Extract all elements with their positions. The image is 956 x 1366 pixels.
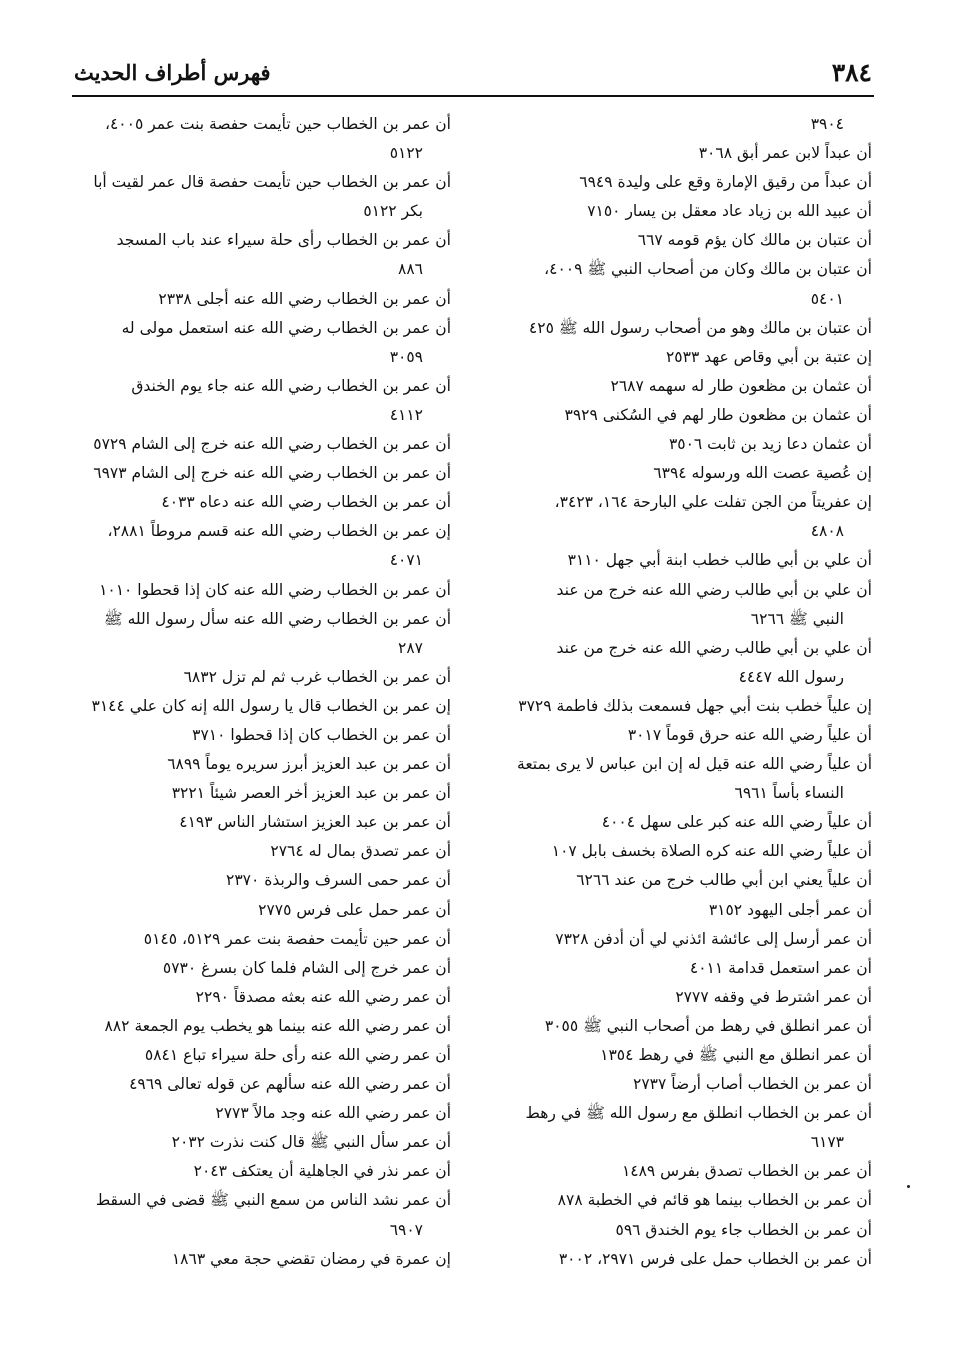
entry-continuation: بكر ٥١٢٢ bbox=[363, 202, 423, 221]
index-entry bbox=[492, 837, 872, 866]
entry-continuation: ٨٨٦ bbox=[398, 260, 423, 279]
index-entry bbox=[492, 1070, 872, 1099]
index-entry bbox=[492, 750, 872, 808]
index-entry bbox=[492, 546, 872, 575]
entry-continuation: ٤٠٧١ bbox=[389, 551, 423, 570]
entry-text: أن عمر أجلى اليهود ٣١٥٢ bbox=[708, 900, 872, 919]
index-entry bbox=[74, 1012, 451, 1041]
entry-text: أن عتبان بن مالك وهو من أصحاب رسول الله ﷺ ٤٢٥ bbox=[528, 318, 872, 337]
index-entry bbox=[74, 226, 451, 284]
index-entry bbox=[492, 430, 872, 459]
entry-text: أن عمر نذر في الجاهلية أن يعتكف ٢٠٤٣ bbox=[193, 1162, 451, 1181]
index-entry bbox=[74, 459, 451, 488]
entry-text: أن عمر انطلق مع النبي ﷺ في رهط ١٣٥٤ bbox=[600, 1046, 872, 1064]
index-entry bbox=[74, 721, 451, 750]
entry-text: أن عثمان بن مظعون طار لهم في السُكنى ٣٩٢٩ bbox=[564, 405, 872, 424]
index-entry bbox=[74, 692, 451, 721]
entry-text: أن عمر بن الخطاب رضي الله عنه سأل رسول الله ﷺ bbox=[103, 609, 451, 628]
entry-continuation: ٢٨٧ bbox=[398, 638, 423, 657]
entry-text: أن علي بن أبي طالب رضي الله عنه خرج من عند bbox=[556, 638, 872, 657]
index-entry bbox=[492, 314, 872, 343]
index-entry bbox=[74, 954, 451, 983]
entry-text: أن عمر أرسل إلى عائشة ائذني لي أن أدفن ٧٣٢٨ bbox=[555, 929, 872, 948]
index-entry bbox=[74, 750, 451, 779]
entry-text: إن عمرة في رمضان تقضي حجة معي ١٨٦٣ bbox=[171, 1249, 451, 1268]
index-entry bbox=[492, 925, 872, 954]
entry-text: أن علياً يعني ابن أبي طالب خرج من عند ٦٢٦٦ bbox=[576, 871, 872, 890]
entry-text: أن عمر بن الخطاب رأى حلة سيراء عند باب المسجد bbox=[116, 231, 451, 250]
index-entry bbox=[492, 168, 872, 197]
entry-text: أن عمر بن الخطاب أصاب أرضاً ٢٧٣٧ bbox=[633, 1075, 872, 1094]
entry-text: أن عمر بن الخطاب حين تأيمت حفصة بنت عمر ٤٠٠٥، bbox=[104, 115, 451, 133]
entry-text: أن علياً رضي الله عنه قيل له إن ابن عباس لا يرى بمتعة bbox=[517, 755, 872, 774]
entry-text: أن عتبان بن مالك وكان من أصحاب النبي ﷺ ٤٠٠٩، bbox=[544, 260, 872, 279]
index-entry bbox=[74, 168, 451, 226]
entry-text: أن عبداً لابن عمر أبق ٣٠٦٨ bbox=[698, 144, 872, 163]
entry-text: أن عمر استعمل قدامة ٤٠١١ bbox=[689, 958, 872, 977]
entry-text: أن علي بن أبي طالب خطب ابنة أبي جهل ٣١١٠ bbox=[567, 551, 872, 570]
entry-text: أن عمر سأل النبي ﷺ قال كنت نذرت ٢٠٣٢ bbox=[171, 1133, 451, 1152]
index-entry bbox=[74, 1099, 451, 1128]
index-entry bbox=[492, 197, 872, 226]
entry-continuation: ٥١٢٢ bbox=[389, 144, 423, 163]
entry-text: إن علياً خطب بنت أبي جهل فسمعت بذلك فاطمة ٣٧٢٩ bbox=[518, 696, 872, 715]
entry-continuation: النساء بأساً ٦٩٦١ bbox=[734, 784, 844, 803]
index-entry bbox=[74, 314, 451, 372]
entry-text: أن عمر بن الخطاب حمل على فرس ٢٩٧١، ٣٠٠٢ bbox=[558, 1249, 872, 1268]
index-entry bbox=[492, 1216, 872, 1245]
index-entry bbox=[492, 983, 872, 1012]
index-entry bbox=[74, 430, 451, 459]
index-entry bbox=[74, 1041, 451, 1070]
entry-continuation: ٤١١٢ bbox=[389, 405, 423, 424]
entry-text: أن عمر رضي الله عنه رأى حلة سيراء تباع ٥٨٤١ bbox=[144, 1046, 451, 1064]
entry-text: أن عمر حمل على فرس ٢٧٧٥ bbox=[258, 900, 451, 919]
entry-text: أن عمر بن الخطاب حين تأيمت حفصة قال عمر لقيت أبا bbox=[93, 173, 451, 192]
entry-text: أن عمر بن الخطاب رضي الله عنه كان إذا قحطوا ١٠١٠ bbox=[99, 580, 451, 599]
index-entry bbox=[492, 954, 872, 983]
entry-text: أن عمر بن الخطاب رضي الله عنه استعمل مولى له bbox=[121, 318, 451, 337]
index-entry bbox=[74, 1186, 451, 1244]
scan-speck bbox=[907, 1185, 910, 1188]
entry-text: أن عمر بن الخطاب رضي الله عنه دعاه ٤٠٣٣ bbox=[161, 493, 451, 512]
index-entry bbox=[74, 983, 451, 1012]
page-header bbox=[74, 52, 872, 92]
entry-text: إن عفريتاً من الجن تفلت علي البارحة ١٦٤، ٣٤٢٣، bbox=[554, 493, 872, 512]
entry-text: أن عمر تصدق بمال له ٢٧٦٤ bbox=[270, 842, 451, 861]
index-entry bbox=[74, 837, 451, 866]
index-entry bbox=[492, 459, 872, 488]
index-entry bbox=[74, 285, 451, 314]
entry-text: أن عمر بن الخطاب تصدق بفرس ١٤٨٩ bbox=[621, 1162, 872, 1181]
index-entry bbox=[492, 721, 872, 750]
entry-text: أن عمر اشترط في وقفه ٢٧٧٧ bbox=[675, 987, 872, 1006]
index-entry bbox=[492, 1245, 872, 1274]
index-entry bbox=[492, 1012, 872, 1041]
index-entry bbox=[492, 808, 872, 837]
index-entry bbox=[74, 110, 451, 168]
entry-text: إن عتبة بن أبي وقاص عهد ٢٥٣٣ bbox=[665, 347, 872, 366]
entry-text: أن عمر بن الخطاب رضي الله عنه أجلى ٢٣٣٨ bbox=[158, 289, 451, 308]
entry-text: أن عمر بن الخطاب جاء يوم الخندق ٥٩٦ bbox=[615, 1220, 872, 1239]
entry-text: أن عتبان بن مالك كان يؤم قومه ٦٦٧ bbox=[637, 231, 872, 250]
index-column-left bbox=[74, 110, 451, 1274]
index-entry bbox=[492, 1157, 872, 1186]
index-entry bbox=[492, 1041, 872, 1070]
index-entry bbox=[74, 1245, 451, 1274]
index-entry bbox=[492, 896, 872, 925]
index-entry bbox=[492, 110, 872, 139]
index-entry bbox=[492, 255, 872, 313]
index-entry bbox=[492, 576, 872, 634]
index-entry bbox=[74, 372, 451, 430]
index-entry bbox=[74, 576, 451, 605]
index-entry bbox=[492, 372, 872, 401]
entry-continuation: ٥٤٠١ bbox=[810, 289, 844, 308]
entry-text: أن عثمان دعا زيد بن ثابت ٣٥٠٦ bbox=[668, 435, 872, 454]
entry-text: أن عمر انطلق في رهط من أصحاب النبي ﷺ ٣٠٥٥ bbox=[544, 1016, 872, 1035]
entry-continuation: النبي ﷺ ٦٢٦٦ bbox=[750, 609, 844, 628]
entry-text: أن عمر بن الخطاب غرب ثم لم تزل ٦٨٣٢ bbox=[183, 667, 451, 686]
index-column-right bbox=[492, 110, 872, 1274]
entry-text: أن عمر بن الخطاب رضي الله عنه خرج إلى الشام ٦٩٧٣ bbox=[93, 464, 451, 483]
index-entry bbox=[74, 1070, 451, 1099]
entry-text: أن عمر بن عبد العزيز أبرز سريره يوماً ٦٨٩٩ bbox=[167, 755, 451, 774]
index-entry bbox=[74, 808, 451, 837]
index-entry bbox=[74, 605, 451, 663]
header-divider bbox=[72, 95, 874, 97]
index-entry bbox=[74, 517, 451, 575]
entry-text: أن عمر بن الخطاب كان إذا قحطوا ٣٧١٠ bbox=[192, 725, 451, 744]
index-entry bbox=[492, 139, 872, 168]
entry-text: أن عمر رضي الله عنه بعثه مصدقاً ٢٢٩٠ bbox=[195, 987, 451, 1006]
index-entry bbox=[492, 692, 872, 721]
entry-text: أن عمر نشد الناس من سمع النبي ﷺ قضى في السقط bbox=[95, 1191, 451, 1210]
index-entry bbox=[492, 226, 872, 255]
entry-continuation: ٦٩٠٧ bbox=[389, 1220, 423, 1239]
entry-text: أن علياً رضي الله عنه كره الصلاة بخسف بابل ١٠٧ bbox=[551, 842, 872, 861]
entry-text: أن عمر بن الخطاب بينما هو قائم في الخطبة ٨٧٨ bbox=[557, 1191, 872, 1210]
index-entry bbox=[74, 925, 451, 954]
entry-text: أن عمر خرج إلى الشام فلما كان بسرغ ٥٧٣٠ bbox=[162, 958, 451, 977]
entry-text: أن عمر رضي الله عنه بينما هو يخطب يوم الجمعة ٨٨٢ bbox=[104, 1016, 451, 1035]
index-entry bbox=[74, 663, 451, 692]
entry-text: إن عمر بن الخطاب رضي الله عنه قسم مروطاً ٢٨٨١، bbox=[107, 522, 451, 541]
entry-text: أن عمر بن الخطاب رضي الله عنه خرج إلى الشام ٥٧٢٩ bbox=[93, 435, 451, 454]
entry-text: أن عثمان بن مظعون طار له سهمه ٢٦٨٧ bbox=[610, 376, 872, 395]
entry-continuation: ٦١٧٣ bbox=[810, 1133, 844, 1152]
entry-text: أن عمر حين تأيمت حفصة بنت عمر ٥١٢٩، ٥١٤٥ bbox=[143, 929, 451, 948]
entry-text: أن عبيد الله بن زياد عاد معقل بن يسار ٧١٥٠ bbox=[587, 202, 872, 221]
entry-continuation: ٣٠٥٩ bbox=[389, 347, 423, 366]
entry-text: أن عمر حمى السرف والربذة ٢٣٧٠ bbox=[226, 871, 451, 890]
index-entry bbox=[74, 1128, 451, 1157]
index-entry bbox=[492, 343, 872, 372]
index-entry bbox=[492, 1186, 872, 1215]
entry-continuation: رسول الله ٤٤٤٧ bbox=[738, 667, 844, 686]
index-entry bbox=[492, 866, 872, 895]
entry-text: أن عمر رضي الله عنه سألهم عن قوله تعالى ٤٩٦٩ bbox=[129, 1075, 451, 1094]
index-entry bbox=[492, 634, 872, 692]
index-entry bbox=[74, 1157, 451, 1186]
index-entry bbox=[74, 896, 451, 925]
entry-continuation: ٣٩٠٤ bbox=[810, 115, 844, 133]
entry-text: أن علياً رضي الله عنه كبر على سهل ٤٠٠٤ bbox=[601, 813, 872, 832]
entry-text: أن علي بن أبي طالب رضي الله عنه خرج من عند bbox=[556, 580, 872, 599]
index-entry bbox=[74, 779, 451, 808]
index-entry bbox=[492, 401, 872, 430]
entry-text: أن عمر رضي الله عنه وجد مالاً ٢٧٧٣ bbox=[215, 1104, 451, 1123]
entry-text: أن عمر بن الخطاب انطلق مع رسول الله ﷺ في رهط bbox=[525, 1104, 872, 1123]
entry-text: أن علياً رضي الله عنه حرق قوماً ٣٠١٧ bbox=[627, 725, 872, 744]
entry-text: أن عمر بن عبد العزيز استشار الناس ٤١٩٣ bbox=[179, 813, 451, 832]
entry-continuation: ٤٨٠٨ bbox=[810, 522, 844, 541]
entry-text: أن عبداً من رقيق الإمارة وقع على وليدة ٦٩٤٩ bbox=[579, 173, 872, 192]
index-entry bbox=[492, 1099, 872, 1157]
entry-text: إن عُصية عصت الله ورسوله ٦٣٩٤ bbox=[653, 464, 872, 483]
page-title: فهرس أطراف الحديث bbox=[74, 60, 271, 85]
index-entry bbox=[492, 488, 872, 546]
page-number: ٣٨٤ bbox=[831, 58, 872, 87]
index-entry bbox=[74, 488, 451, 517]
entry-text: إن عمر بن الخطاب قال يا رسول الله إنه كان علي ٣١٤٤ bbox=[91, 696, 451, 715]
entry-text: أن عمر بن عبد العزيز أخر العصر شيئاً ٣٢٢١ bbox=[171, 784, 451, 803]
entry-text: أن عمر بن الخطاب رضي الله عنه جاء يوم الخندق bbox=[131, 376, 451, 395]
index-entry bbox=[74, 866, 451, 895]
